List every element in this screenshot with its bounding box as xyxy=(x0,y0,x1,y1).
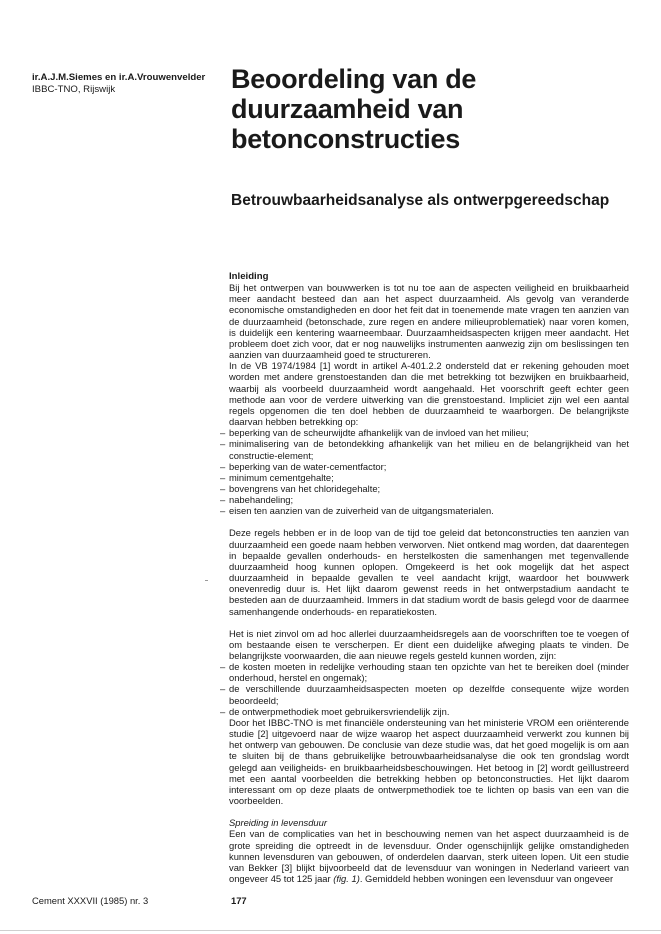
list-item: – beperking van de water-cementfactor; xyxy=(229,461,629,472)
section-heading-inleiding: Inleiding xyxy=(229,271,269,282)
list-item: – beperking van de scheurwijdte afhankelijk van de invloed van het milieu; xyxy=(229,427,629,438)
paragraph: Het is niet zinvol om ad hoc allerlei duurzaamheidsregels aan de voorschriften toe te voegen of om bestaande eisen te verscherpen. Er dient een duidelijke afweging plaats te vinden. De belangrijkste voorwaarden, die aan nieuwe regels gesteld kunnen worden, zijn: xyxy=(229,627,629,661)
author-institution: IBBC-TNO, Rijswijk xyxy=(32,84,116,95)
page-number: 177 xyxy=(231,895,247,906)
list-item: – de kosten moeten in redelijke verhouding staan ten opzichte van het te bereiken doel (minder onderhoud, herstel en ongemak); xyxy=(229,661,629,683)
list-item: – de verschillende duurzaamheidsaspecten moeten op dezelfde consequente wijze worden beoordeeld; xyxy=(229,683,629,705)
list-item: – minimum cementgehalte; xyxy=(229,472,629,483)
article-title: Beoordeling van de duurzaamheid van betonconstructies xyxy=(231,64,477,154)
list-item: – bovengrens van het chloridegehalte; xyxy=(229,483,629,494)
author-names: ir.A.J.M.Siemes en ir.A.Vrouwenvelder xyxy=(32,72,206,83)
scan-edge-line xyxy=(0,930,661,931)
section-heading-spreiding: Spreiding in levensduur xyxy=(229,817,327,829)
scan-speck xyxy=(205,580,208,581)
list-item: – nabehandeling; xyxy=(229,494,629,505)
list-item: – minimalisering van de betondekking afhankelijk van het milieu en de belangrijkheid van het constructie-element; xyxy=(229,438,629,460)
article-subtitle: Betrouwbaarheidsanalyse als ontwerpgereedschap xyxy=(231,192,610,209)
conditions-list xyxy=(229,661,629,717)
list-item: – de ontwerpmethodiek moet gebruikersvriendelijk zijn. xyxy=(229,706,629,717)
figure-reference: (fig. 1) xyxy=(333,872,360,884)
article-body xyxy=(229,271,629,884)
paragraph-text: . Gemiddeld hebben woningen een levensduur van ongeveer xyxy=(359,872,614,884)
author-block xyxy=(32,72,232,96)
paragraph-text: Een van de complicaties van het in beschouwing nemen van het aspect duurzaamheid is de grote spreiding die optreedt in de levensduur. Onder ogenschijnlijk gelijke omstandigheden kunnen levensduren van gebouwen, of onderdelen daarvan, sterk uiteen lopen. Uit een studie van Bekker [3] blijkt bijvoorbeeld dat de levensduur van woningen in Nederland varieert van ongeveer 45 tot 125 jaar xyxy=(229,828,629,884)
paragraph: Door het IBBC-TNO is met financiële ondersteuning van het ministerie VROM een oriënterende studie [2] uitgevoerd naar de wijze waarop het aspect duurzaamheid verwerkt zou kunnen bij het ontwerp van gebouwen. De conclusie van deze studie was, dat het goed mogelijk is om aan te sluiten bij de thans gebruikelijke betrouwbaarheidsanalyse die ook ten grondslag wordt gelegd aan veiligheids- en bruikbaarheidsbeschouwingen. Het betoog in [2] wordt geïllustreerd met een aantal voorbeelden die betrekking hebben op betonconstructies. Het lijkt daarom interessant om op deze plaats de ontwerpmethodiek toe te lichten op basis van een van die voorbeelden. xyxy=(229,716,629,807)
paragraph: Deze regels hebben er in de loop van de tijd toe geleid dat betonconstructies ten aanzien van duurzaamheid een goede naam hebben verworven. Niet ontkend mag worden, dat daarentegen in bepaalde gevallen onderhouds- en herstelkosten die samenhangen met tegenvallende duurzaamheid hoog kunnen oplopen. Omgekeerd is het ook mogelijk dat het aspect duurzaamheid in bepaalde gevallen te veel aandacht krijgt, waardoor het bouwwerk onevenredig duur is. Het lijkt daarom gewenst reeds in het ontwerpstadium aandacht te besteden aan de duurzaamheid. Immers in dat stadium wordt de basis gelegd voor de daarmee samenhangende onderhouds- en reparatiekosten. xyxy=(229,527,629,617)
journal-footer: Cement XXXVII (1985) nr. 3 xyxy=(32,895,149,906)
paragraph: In de VB 1974/1984 [1] wordt in artikel A-401.2.2 ondersteld dat er rekening gehouden moet worden met andere grenstoestanden dan die met betrekking tot bezwijken en bruikbaarheid, waarbij als voorbeeld duurzaamheid wordt aangehaald. Het voorschrift geeft echter geen methode aan voor de verdere uitwerking van die grenstoestand. Impliciet zijn wel een aantal regels opgenomen die ten doel hebben de duurzaamheid te waarborgen. De belangrijkste daarvan hebben betrekking op: xyxy=(229,360,629,428)
paragraph: Bij het ontwerpen van bouwwerken is tot nu toe aan de aspecten veiligheid en bruikbaarheid meer aandacht besteed dan aan het aspect duurzaamheid. Als gevolg van veranderde economische omstandigheden en door het feit dat in toenemende mate vragen ten aanzien van de duurzaamheid (betonschade, zure regen en andere milieuproblematiek) naar voren komen, is duidelijk een kentering waarneembaar. Duurzaamheidsaspecten krijgen meer aandacht. Het probleem doet zich voor, dat er nog nauwelijks instrumenten aanwezig zijn om beslissingen ten aanzien van duurzaamheid goed te structureren. xyxy=(229,282,629,361)
list-item: – eisen ten aanzien van de zuiverheid van de uitgangsmaterialen. xyxy=(229,505,629,516)
requirements-list xyxy=(229,427,629,516)
paragraph xyxy=(229,828,629,884)
